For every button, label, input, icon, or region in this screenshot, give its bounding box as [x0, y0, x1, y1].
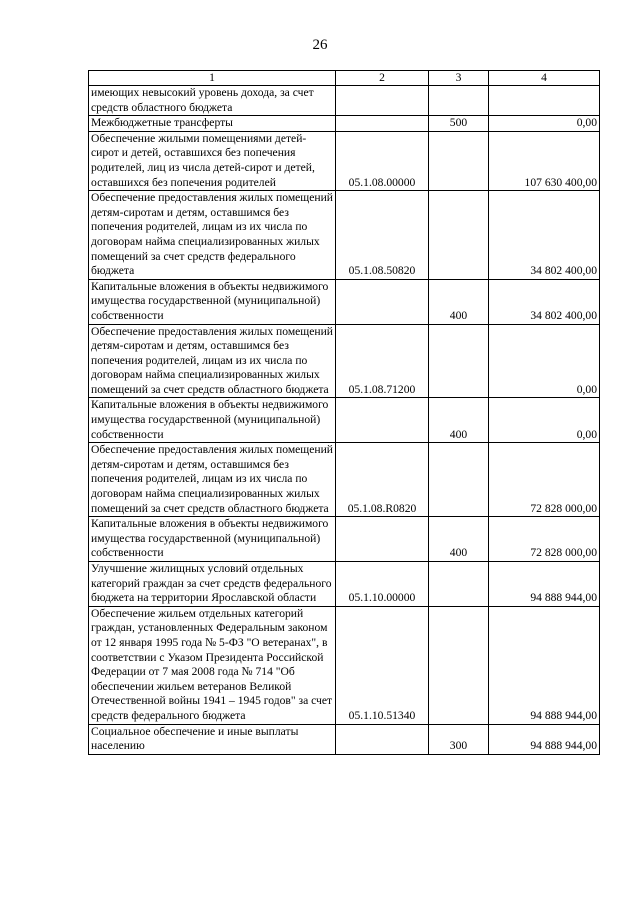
row-name: Обеспечение предоставления жилых помещений детям-сиротам и детям, оставшимся без попечения родителей, лицам из их числа по договорам найма специализированных жилых помещений за счет средств областного бюджета — [89, 443, 336, 517]
row-name: Капитальные вложения в объекты недвижимого имущества государственной (муниципальной) собственности — [89, 279, 336, 324]
row-type: 300 — [429, 724, 489, 754]
row-code: 05.1.08.R0820 — [336, 443, 429, 517]
table-row — [89, 443, 600, 517]
row-code: 05.1.08.00000 — [336, 131, 429, 190]
row-amount: 72 828 000,00 — [489, 443, 600, 517]
row-amount: 34 802 400,00 — [489, 279, 600, 324]
row-name: Улучшение жилищных условий отдельных категорий граждан за счет средств федерального бюджета на территории Ярославской области — [89, 562, 336, 607]
table-row — [89, 517, 600, 562]
budget-table — [88, 70, 600, 755]
row-code: 05.1.10.00000 — [336, 562, 429, 607]
row-amount: 94 888 944,00 — [489, 724, 600, 754]
row-code — [336, 517, 429, 562]
row-code — [336, 86, 429, 116]
header-col-3: 3 — [429, 71, 489, 86]
table-row — [89, 724, 600, 754]
table-row — [89, 324, 600, 398]
row-name: Обеспечение предоставления жилых помещений детям-сиротам и детям, оставшимся без попечения родителей, лицам из их числа по договорам найма специализированных жилых помещений за счет средств федерального бюджета — [89, 191, 336, 280]
row-amount: 0,00 — [489, 398, 600, 443]
row-code — [336, 724, 429, 754]
row-type — [429, 191, 489, 280]
row-name: Обеспечение жилыми помещениями детей-сирот и детей, оставшихся без попечения родителей, лиц из числа детей-сирот и детей, оставшихся без попечения родителей — [89, 131, 336, 190]
row-name: имеющих невысокий уровень дохода, за счет средств областного бюджета — [89, 86, 336, 116]
row-amount: 0,00 — [489, 324, 600, 398]
table-row — [89, 191, 600, 280]
row-amount: 72 828 000,00 — [489, 517, 600, 562]
row-code — [336, 116, 429, 132]
table-row — [89, 86, 600, 116]
row-amount — [489, 86, 600, 116]
row-amount: 0,00 — [489, 116, 600, 132]
row-code — [336, 398, 429, 443]
row-amount: 94 888 944,00 — [489, 562, 600, 607]
table-row — [89, 562, 600, 607]
row-code: 05.1.08.50820 — [336, 191, 429, 280]
row-amount: 107 630 400,00 — [489, 131, 600, 190]
row-name: Межбюджетные трансферты — [89, 116, 336, 132]
row-type: 400 — [429, 398, 489, 443]
row-type — [429, 324, 489, 398]
table-row — [89, 279, 600, 324]
row-amount: 34 802 400,00 — [489, 191, 600, 280]
row-name: Социальное обеспечение и иные выплаты населению — [89, 724, 336, 754]
header-col-1: 1 — [89, 71, 336, 86]
row-code: 05.1.08.71200 — [336, 324, 429, 398]
row-name: Обеспечение предоставления жилых помещений детям-сиротам и детям, оставшимся без попечения родителей, лицам из их числа по договорам найма специализированных жилых помещений за счет средств областного бюджета — [89, 324, 336, 398]
row-type — [429, 86, 489, 116]
page-number: 26 — [312, 37, 328, 53]
row-type — [429, 562, 489, 607]
row-code — [336, 279, 429, 324]
row-code: 05.1.10.51340 — [336, 606, 429, 724]
header-col-4: 4 — [489, 71, 600, 86]
row-type — [429, 443, 489, 517]
row-type: 500 — [429, 116, 489, 132]
header-col-2: 2 — [336, 71, 429, 86]
row-name: Капитальные вложения в объекты недвижимого имущества государственной (муниципальной) собственности — [89, 398, 336, 443]
row-amount: 94 888 944,00 — [489, 606, 600, 724]
row-name: Капитальные вложения в объекты недвижимого имущества государственной (муниципальной) собственности — [89, 517, 336, 562]
row-type: 400 — [429, 517, 489, 562]
table-row — [89, 116, 600, 132]
table-row — [89, 606, 600, 724]
row-type: 400 — [429, 279, 489, 324]
row-name: Обеспечение жильем отдельных категорий граждан, установленных Федеральным законом от 12 января 1995 года № 5-ФЗ "О ветеранах", в соответствии с Указом Президента Российской Федерации от 7 мая 2008 года № 714 "Об обеспечении жильем ветеранов Великой Отечественной войны 1941 – 1945 годов" за счет средств федерального бюджета — [89, 606, 336, 724]
header-row — [89, 71, 600, 86]
table-row — [89, 398, 600, 443]
table-row — [89, 131, 600, 190]
row-type — [429, 606, 489, 724]
row-type — [429, 131, 489, 190]
